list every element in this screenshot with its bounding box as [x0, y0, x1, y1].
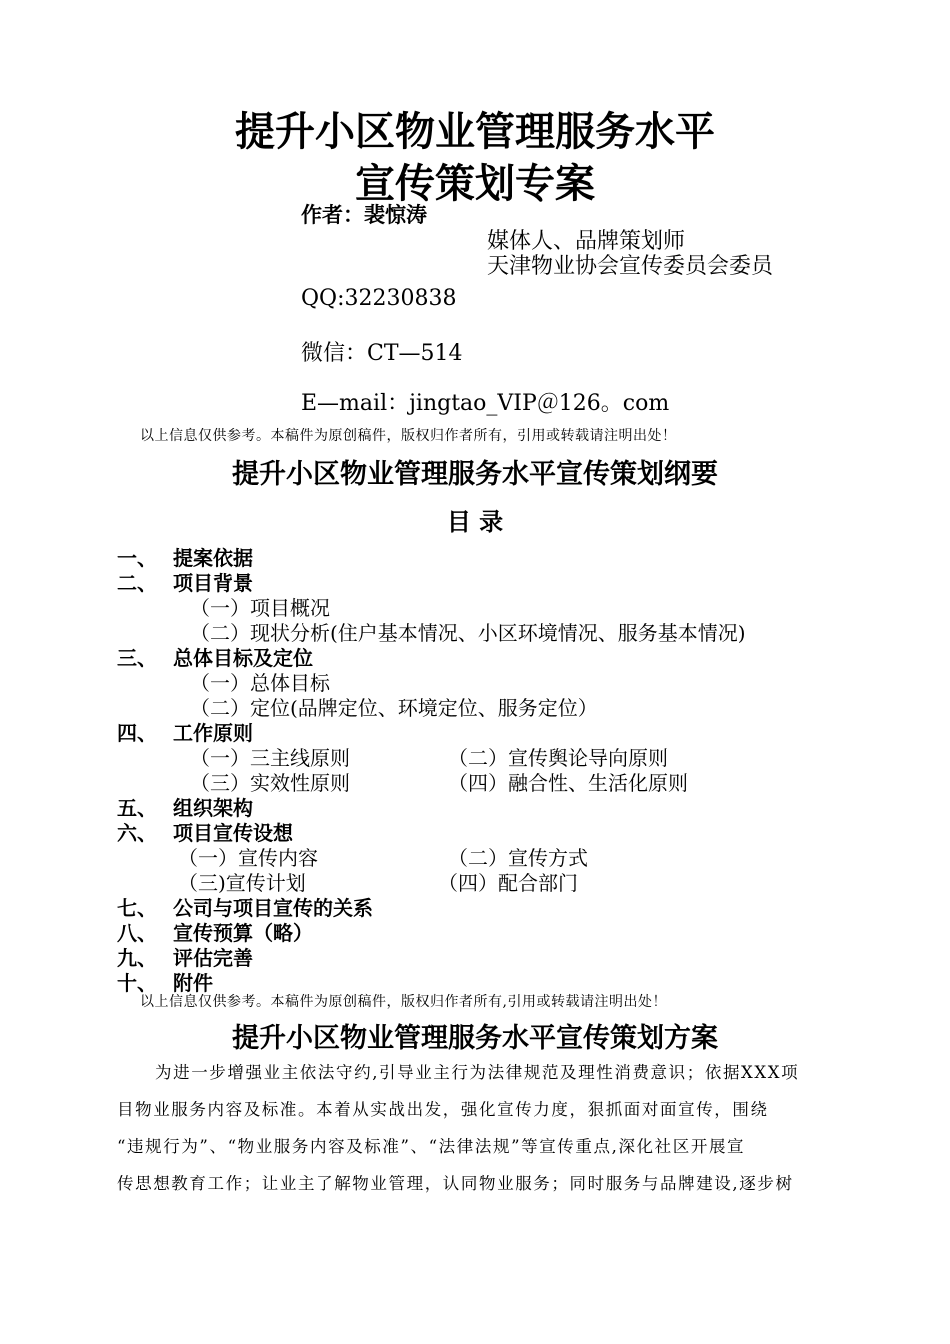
- plan-title: 提升小区物业管理服务水平宣传策划方案: [232, 1023, 718, 1054]
- toc-subitem: （一）项目概况: [190, 596, 330, 620]
- author: 作者：裴惊涛: [301, 202, 427, 227]
- copyright-notice-2: 以上信息仅供参考。本稿件为原创稿件，版权归作者所有,引用或转载请注明出处！: [140, 994, 667, 1010]
- toc-subitem: （二）宣传舆论导向原则: [448, 746, 668, 770]
- toc-number: 八、: [117, 921, 157, 945]
- toc-number: 九、: [117, 946, 157, 970]
- toc-item-7: 公司与项目宣传的关系: [173, 896, 373, 920]
- toc-subitem: （三)宣传计划: [178, 871, 306, 895]
- body-line: 目物业服务内容及标准。本着从实战出发，强化宣传力度，狠抓面对面宣传，围绕: [117, 1100, 769, 1119]
- toc-subitem: （三）实效性原则: [190, 771, 350, 795]
- toc-item-5: 组织架构: [173, 796, 253, 820]
- toc-number: 一、: [117, 546, 157, 570]
- toc-number: 四、: [117, 721, 157, 745]
- toc-subitem: （二）宣传方式: [448, 846, 588, 870]
- copyright-notice-1: 以上信息仅供参考。本稿件为原创稿件，版权归作者所有，引用或转载请注明出处！: [140, 428, 677, 444]
- doc-title-line1: 提升小区物业管理服务水平: [235, 108, 715, 155]
- toc-number: 三、: [117, 646, 157, 670]
- toc-subitem: （一）总体目标: [190, 671, 330, 695]
- toc-subitem: （二）定位(品牌定位、环境定位、服务定位）: [190, 696, 598, 720]
- toc-item-4: 工作原则: [173, 721, 253, 745]
- toc-subitem: （一）三主线原则: [190, 746, 350, 770]
- toc-item-10: 附件: [173, 971, 213, 995]
- toc-subitem: （二）现状分析(住户基本情况、小区环境情况、服务基本情况): [190, 621, 746, 645]
- toc-item-1: 提案依据: [173, 546, 253, 570]
- body-line: 传思想教育工作；让业主了解物业管理，认同物业服务；同时服务与品牌建设,逐步树: [117, 1174, 794, 1193]
- email-contact: E—mail：jingtao_VIP＠126。com: [301, 391, 670, 416]
- author-role-1: 媒体人、品牌策划师: [487, 229, 686, 254]
- toc-number: 二、: [117, 571, 157, 595]
- toc-subitem: （一）宣传内容: [178, 846, 318, 870]
- body-line: 为进一步增强业主依法守约,引导业主行为法律规范及理性消费意识；依据XXX项: [155, 1063, 800, 1082]
- toc-item-9: 评估完善: [173, 946, 253, 970]
- doc-title-line2: 宣传策划专案: [355, 160, 595, 207]
- toc-item-8: 宣传预算（略）: [173, 921, 313, 945]
- toc-subitem: （四）融合性、生活化原则: [448, 771, 688, 795]
- toc-number: 七、: [117, 896, 157, 920]
- qq-contact: QQ:32230838: [301, 286, 457, 311]
- toc-item-3: 总体目标及定位: [173, 646, 313, 670]
- toc-title: 目 录: [446, 507, 504, 536]
- wechat-contact: 微信：CT—514: [301, 341, 463, 366]
- toc-number: 五、: [117, 796, 157, 820]
- toc-number: 十、: [117, 971, 157, 995]
- toc-number: 六、: [117, 821, 157, 845]
- body-line: “违规行为”、“物业服务内容及标准”、“法律法规”等宣传重点,深化社区开展宣: [117, 1137, 746, 1156]
- author-role-2: 天津物业协会宣传委员会委员: [487, 254, 774, 279]
- toc-item-6: 项目宣传设想: [173, 821, 293, 845]
- toc-subitem: （四）配合部门: [438, 871, 578, 895]
- outline-title: 提升小区物业管理服务水平宣传策划纲要: [232, 459, 718, 490]
- toc-item-2: 项目背景: [173, 571, 253, 595]
